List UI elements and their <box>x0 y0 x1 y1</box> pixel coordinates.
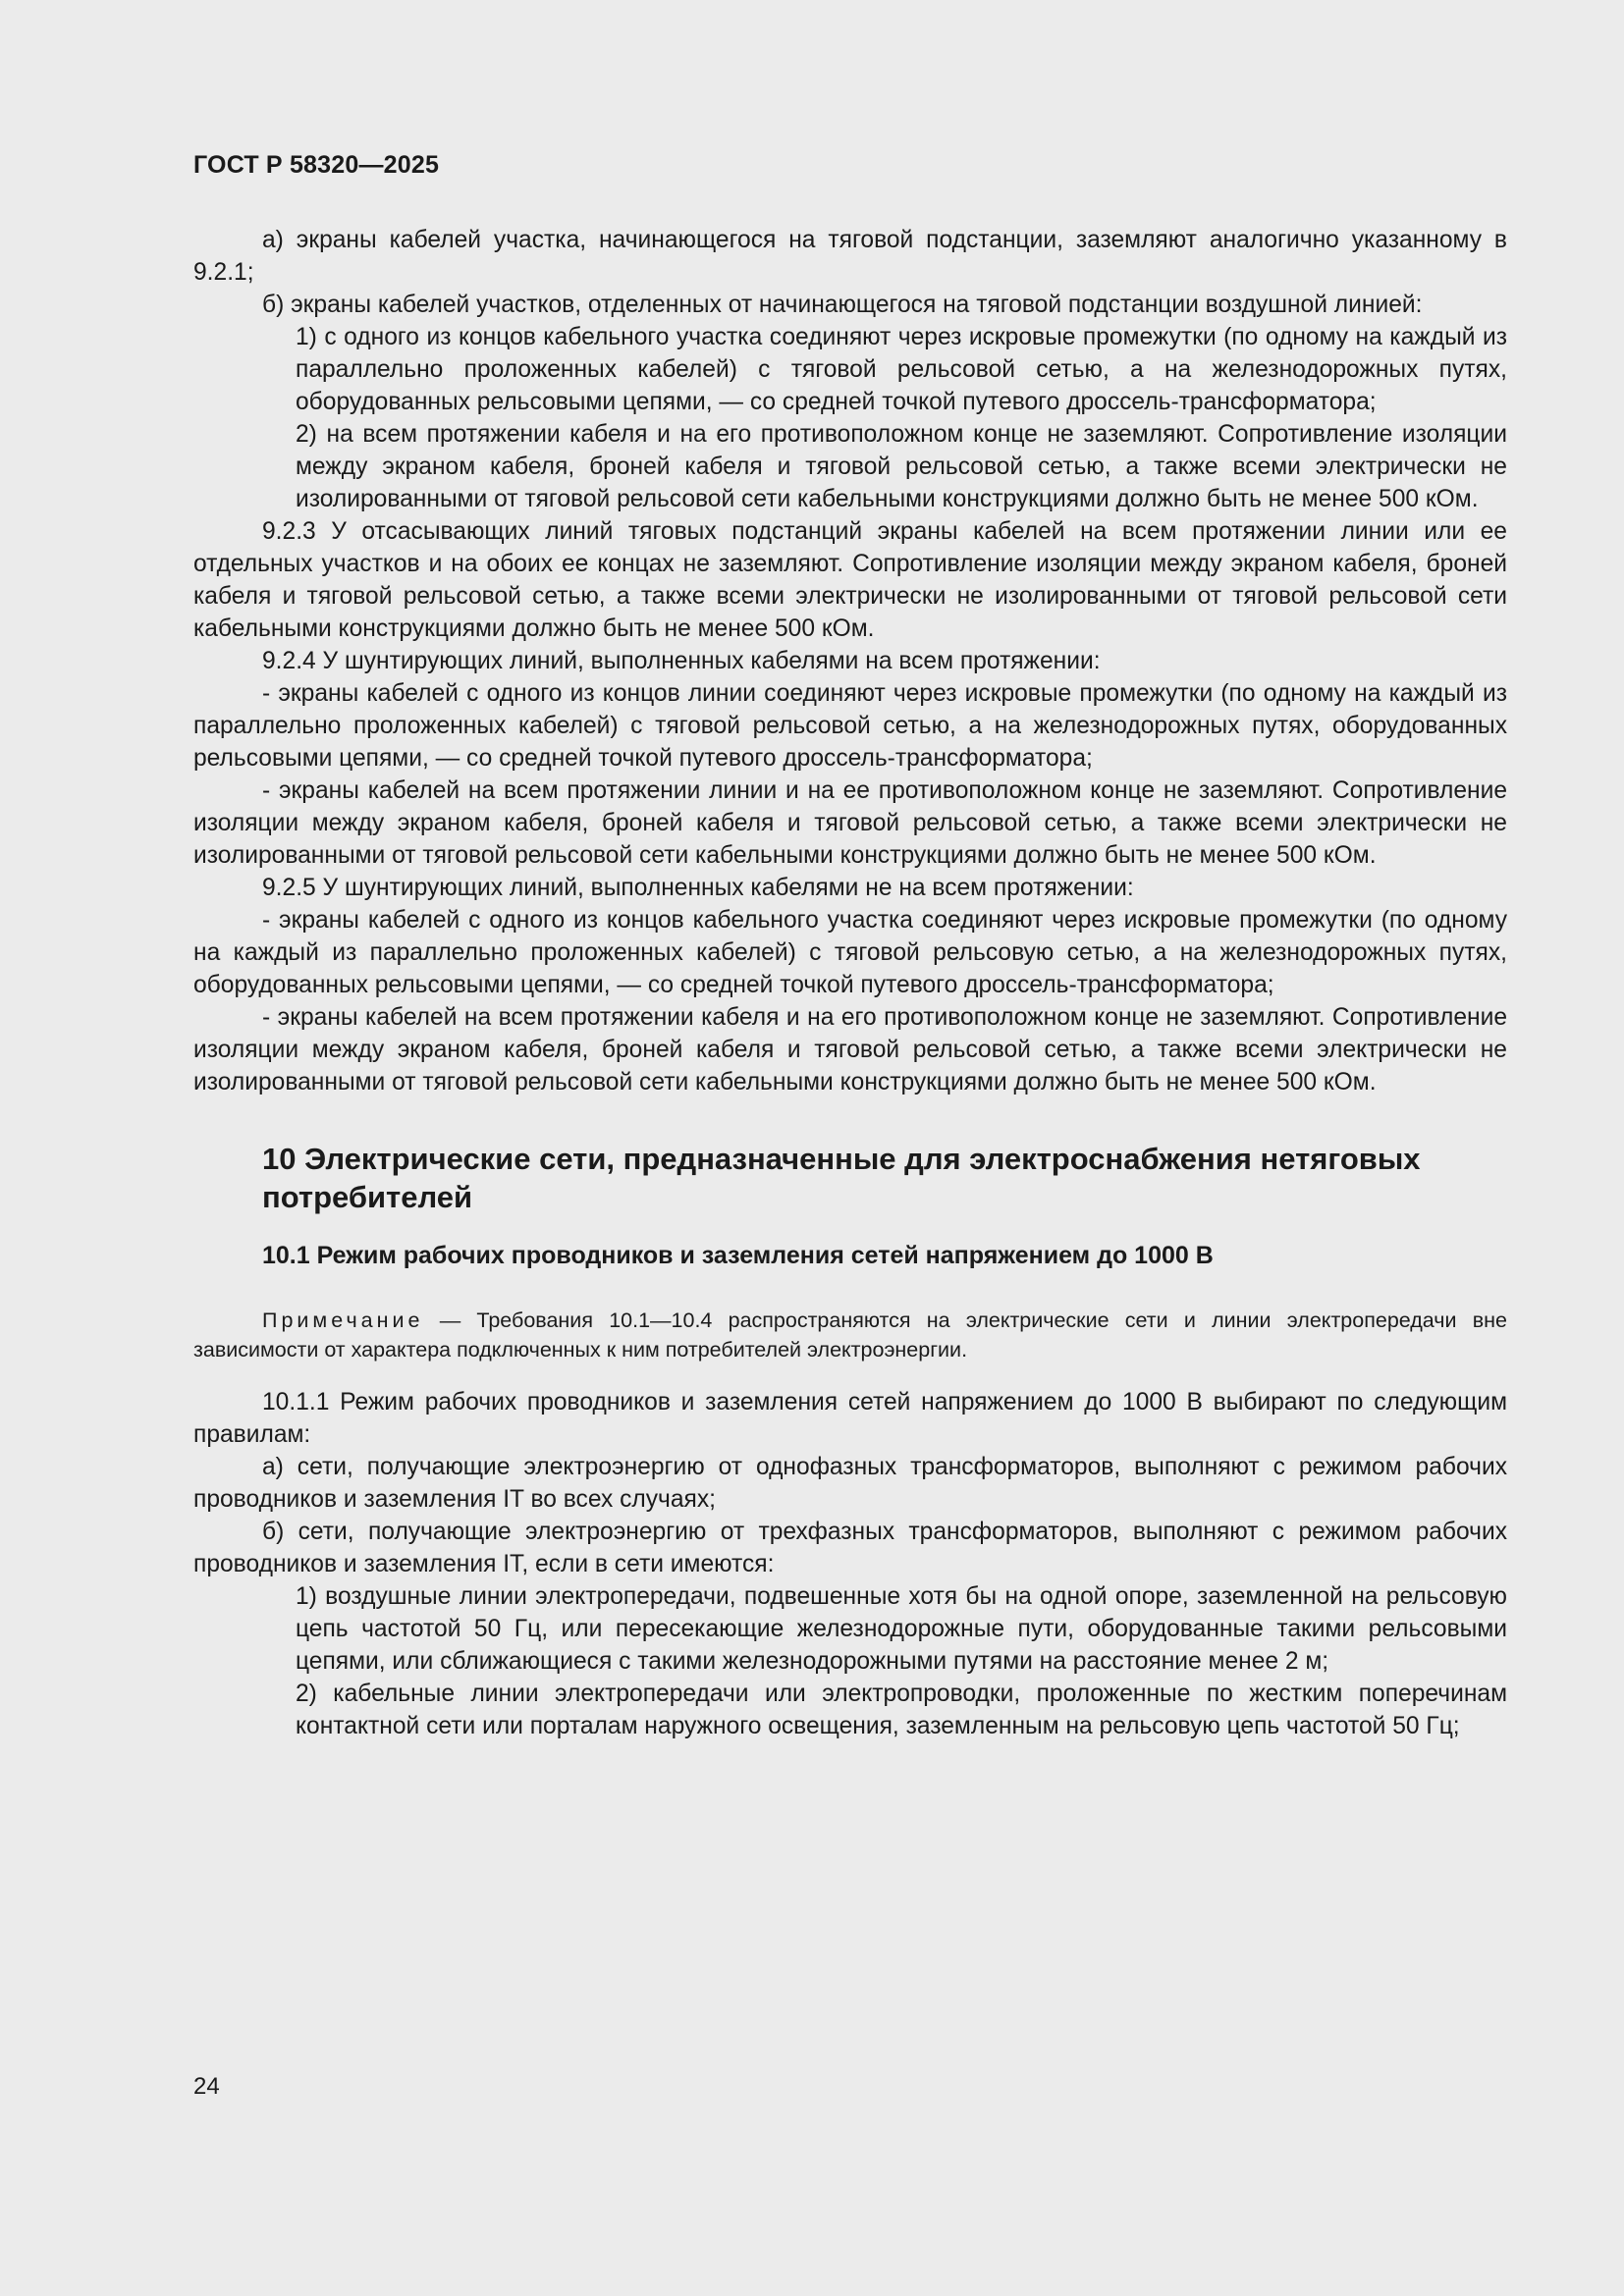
body-paragraph: а) экраны кабелей участка, начинающегося на тяговой подстанции, заземляют аналогично указанному в 9.2.1; <box>193 227 1507 286</box>
body-paragraph: 1) с одного из концов кабельного участка соединяют через искровые промежутки (по одному на каждый из параллельно проложенных кабелей) с тяговой рельсовой сетью, а на железнодорожных путях, оборудованных рельсовыми цепями, — со средней точкой путевого дроссель-трансформатора; <box>296 324 1507 415</box>
body-paragraph: - экраны кабелей на всем протяжении кабеля и на его противоположном конце не заземляют. Сопротивление изоляции между экраном кабеля, броней кабеля и тяговой рельсовой сетью, а также всеми электрически не изолированными от тяговой рельсовой сети кабельными конструкциями должно быть не менее 500 кОм. <box>193 1004 1507 1095</box>
body-paragraph: 9.2.4 У шунтирующих линий, выполненных кабелями на всем протяжении: <box>262 648 1101 674</box>
body-paragraph: - экраны кабелей с одного из концов кабельного участка соединяют через искровые промежутки (по одному на каждый из параллельно проложенных кабелей) с тяговой рельсовую сетью, а на железнодорожных путях, оборудованных рельсовыми цепями, — со средней точкой путевого дроссель-трансформатора; <box>193 907 1507 998</box>
body-paragraph: 9.2.3 У отсасывающих линий тяговых подстанций экраны кабелей на всем протяжении линии или ее отдельных участков и на обоих ее концах не заземляют. Сопротивление изоляции между экраном кабеля, броней кабеля и тяговой рельсовой сетью, а также всеми электрически не изолированными от тяговой рельсовой сети кабельными конструкциями должно быть не менее 500 кОм. <box>193 518 1507 642</box>
document-header: ГОСТ Р 58320—2025 <box>193 151 440 179</box>
body-paragraph: 1) воздушные линии электропередачи, подвешенные хотя бы на одной опоре, заземленной на рельсовую цепь частотой 50 Гц, или пересекающие железнодорожные пути, оборудованные такими рельсовыми цепями, или сближающиеся с такими железнодорожными путями на расстояние менее 2 м; <box>296 1583 1507 1675</box>
body-paragraph: б) экраны кабелей участков, отделенных от начинающегося на тяговой подстанции воздушной линией: <box>262 292 1423 318</box>
body-paragraph: - экраны кабелей на всем протяжении линии и на ее противоположном конце не заземляют. Сопротивление изоляции между экраном кабеля, броней кабеля и тяговой рельсовой сетью, а также всеми электрически не изолированными от тяговой рельсовой сети кабельными конструкциями должно быть не менее 500 кОм. <box>193 777 1507 869</box>
body-paragraph: - экраны кабелей с одного из концов линии соединяют через искровые промежутки (по одному на каждый из параллельно проложенных кабелей) с тяговой рельсовой сетью, а на железнодорожных путях, оборудованных рельсовыми цепями, — со средней точкой путевого дроссель-трансформатора; <box>193 680 1507 772</box>
body-paragraph: а) сети, получающие электроэнергию от однофазных трансформаторов, выполняют с режимом рабочих проводников и заземления IT во всех случаях; <box>193 1454 1507 1513</box>
body-paragraph: 2) на всем протяжении кабеля и на его противоположном конце не заземляют. Сопротивление изоляции между экраном кабеля, броней кабеля и тяговой рельсовой сетью, а также всеми электрически не изолированными от тяговой рельсовой сети кабельными конструкциями должно быть не менее 500 кОм. <box>296 421 1507 512</box>
note-text: — Требования 10.1—10.4 распространяются на электрические сети и линии электропередачи вне зависимости от характера подключенных к ним потребителей электроэнергии. <box>193 1308 1507 1362</box>
body-paragraph: 10.1.1 Режим рабочих проводников и заземления сетей напряжением до 1000 В выбирают по следующим правилам: <box>193 1389 1507 1448</box>
document-body <box>193 224 1507 1742</box>
note-label: Примечание <box>262 1308 424 1332</box>
subsection-heading: 10.1 Режим рабочих проводников и заземления сетей напряжением до 1000 В <box>262 1242 1214 1269</box>
body-paragraph: 2) кабельные линии электропередачи или электропроводки, проложенные по жестким поперечинам контактной сети или порталам наружного освещения, заземленным на рельсовую цепь частотой 50 Гц; <box>296 1681 1507 1739</box>
section-heading: 10 Электрические сети, предназначенные для электроснабжения нетяговых потребителей <box>262 1142 1421 1214</box>
page-number: 24 <box>193 2073 220 2100</box>
note-paragraph <box>193 1306 1507 1364</box>
body-paragraph: б) сети, получающие электроэнергию от трехфазных трансформаторов, выполняют с режимом рабочих проводников и заземления IT, если в сети имеются: <box>193 1519 1507 1577</box>
body-paragraph: 9.2.5 У шунтирующих линий, выполненных кабелями не на всем протяжении: <box>262 875 1134 901</box>
